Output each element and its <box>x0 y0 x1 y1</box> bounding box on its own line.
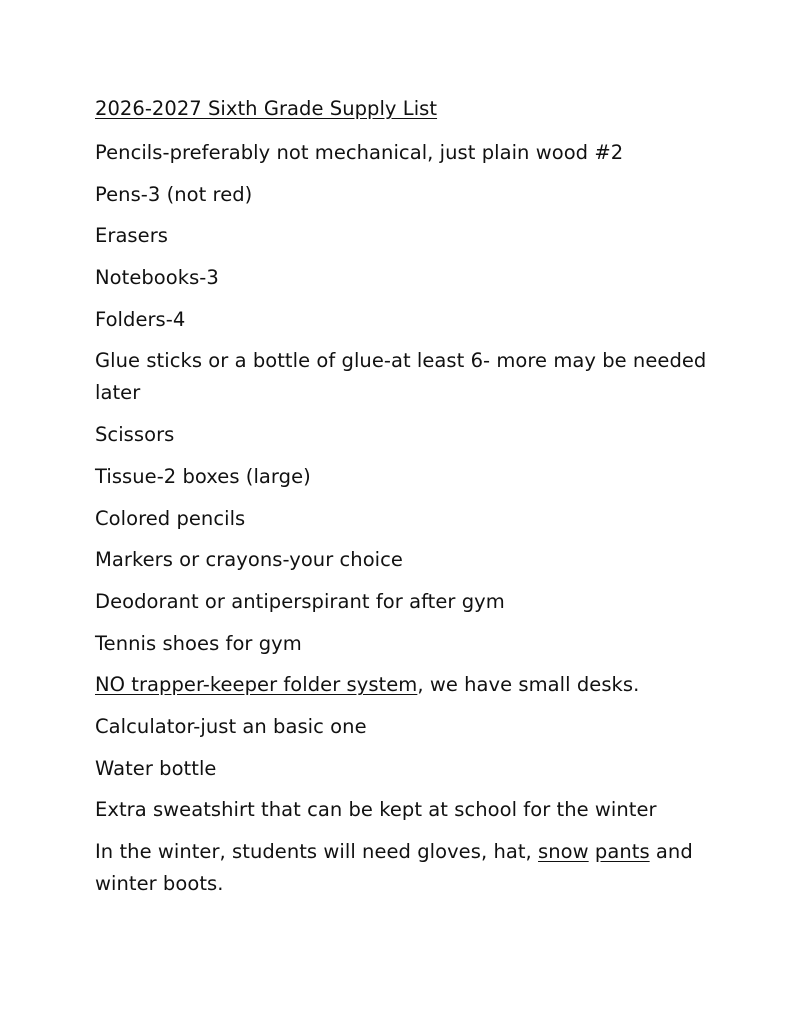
winter-note-snow: snow <box>538 840 589 863</box>
page-title: 2026-2027 Sixth Grade Supply List <box>95 97 438 120</box>
list-item: Notebooks-3 <box>95 266 219 290</box>
list-item: Markers or crayons-your choice <box>95 548 403 572</box>
list-item: Calculator-just an basic one <box>95 714 367 738</box>
winter-note-pants: pants <box>594 840 650 863</box>
list-item: Colored pencils <box>95 506 246 530</box>
list-item: Glue sticks or a bottle of glue-at least 6- more may be needed later <box>95 349 707 405</box>
list-item: Folders-4 <box>95 307 186 331</box>
winter-note-end: and winter boots. <box>95 840 693 895</box>
trapper-keeper-warning: NO trapper-keeper folder system <box>95 673 418 697</box>
list-item: Deodorant or antiperspirant for after gym <box>95 589 505 613</box>
list-item: Scissors <box>95 423 175 447</box>
list-item: Pencils-preferably not mechanical, just plain wood #2 <box>95 141 624 164</box>
winter-note-text: In the winter, students will need gloves, hat, <box>95 840 539 863</box>
trapper-keeper-note <box>95 669 755 701</box>
list-item: Pens-3 (not red) <box>95 182 253 206</box>
winter-note <box>95 836 755 900</box>
list-item: Water bottle <box>95 756 217 780</box>
list-item: Tissue-2 boxes (large) <box>95 464 311 488</box>
list-item: Extra sweatshirt that can be kept at school for the winter <box>95 798 657 822</box>
supply-list-page <box>95 96 755 910</box>
trapper-keeper-reason: , we have small desks. <box>417 673 640 697</box>
list-item: Tennis shoes for gym <box>95 631 302 655</box>
list-item: Erasers <box>95 224 168 248</box>
